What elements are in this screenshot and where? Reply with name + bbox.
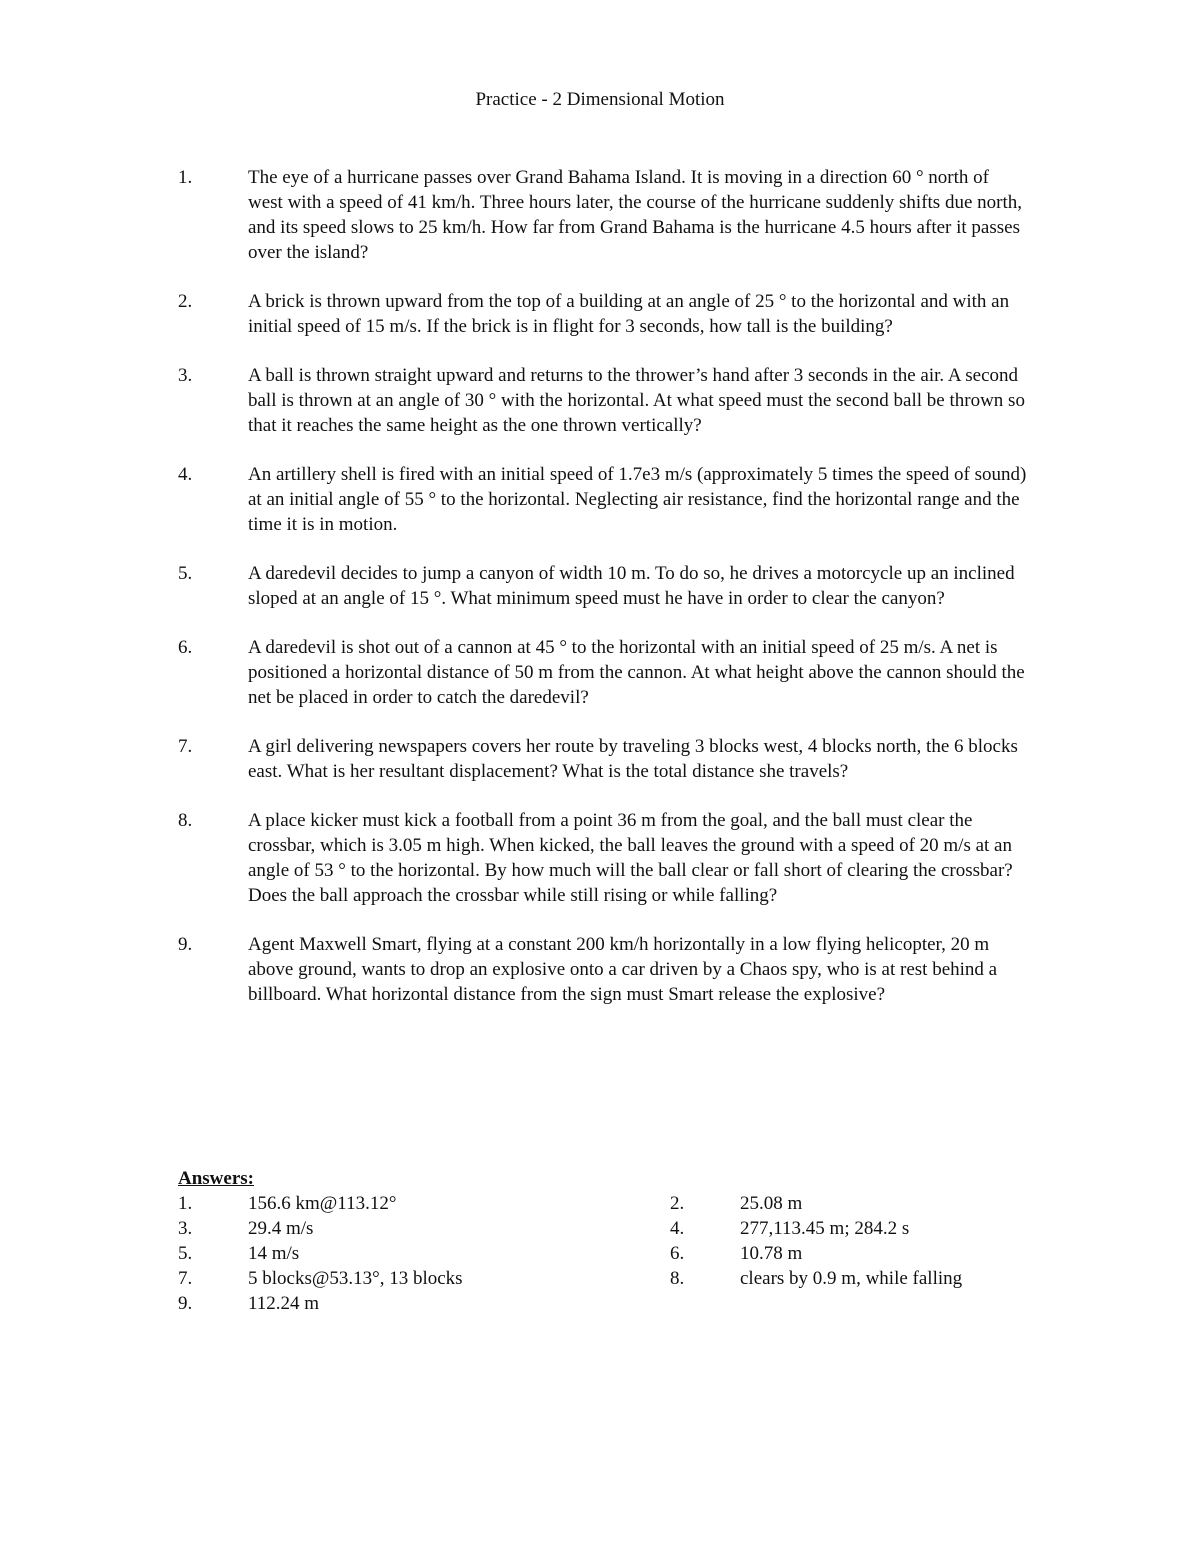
- answer-item: [670, 1191, 1028, 1216]
- answer-item: [178, 1266, 670, 1291]
- page-title: Practice - 2 Dimensional Motion: [475, 89, 725, 110]
- problem-number: 7.: [178, 736, 193, 757]
- answer-value: 10.78 m: [740, 1243, 803, 1264]
- answer-number: 3.: [178, 1218, 193, 1239]
- answer-item: [178, 1191, 670, 1216]
- problem-number: 2.: [178, 291, 193, 312]
- problem-number: 3.: [178, 365, 193, 386]
- problem-text: Agent Maxwell Smart, flying at a constant 200 km/h horizontally in a low flying helicopter, 20 m above ground, wants to drop an explosive onto a car driven by a Chaos spy, who is at rest behind a billboard. What horizontal distance from the sign must Smart release the explosive?: [248, 934, 998, 1005]
- problem-text: A ball is thrown straight upward and returns to the thrower’s hand after 3 seconds in the air. A second ball is thrown at an angle of 30 ° with the horizontal. At what speed must the second ball be thrown so that it reaches the same height as the one thrown vertically?: [248, 365, 1025, 436]
- problem-text: A place kicker must kick a football from a point 36 m from the goal, and the ball must clear the crossbar, which is 3.05 m high. When kicked, the ball leaves the ground with a speed of 20 m/s at an angle of 53 ° to the horizontal. By how much will the ball clear or fall short of clearing the crossbar? Does the ball approach the crossbar while still rising or while falling?: [248, 810, 1013, 906]
- answers-section: [178, 1166, 1028, 1316]
- answer-number: 9.: [178, 1293, 193, 1314]
- problem-text: A daredevil decides to jump a canyon of width 10 m. To do so, he drives a motorcycle up an inclined sloped at an angle of 15 °. What minimum speed must he have in order to clear the canyon?: [248, 563, 1015, 609]
- problem-text: A girl delivering newspapers covers her route by traveling 3 blocks west, 4 blocks north, the 6 blocks east. What is her resultant displacement? What is the total distance she travels?: [248, 736, 1018, 782]
- answer-number: 7.: [178, 1268, 193, 1289]
- problem-text: A brick is thrown upward from the top of a building at an angle of 25 ° to the horizontal and with an initial speed of 15 m/s. If the brick is in flight for 3 seconds, how tall is the building?: [248, 291, 1010, 337]
- problem-number: 8.: [178, 810, 193, 831]
- problem-text: The eye of a hurricane passes over Grand Bahama Island. It is moving in a direction 60 ° north of west with a speed of 41 km/h. Three hours later, the course of the hurricane suddenly shifts due north, and its speed slows to 25 km/h. How far from Grand Bahama is the hurricane 4.5 hours after it passes over the island?: [248, 167, 1022, 263]
- problem-number: 6.: [178, 637, 193, 658]
- answer-item: [178, 1291, 670, 1316]
- answer-number: 6.: [670, 1243, 685, 1264]
- problem-item: [178, 808, 1028, 908]
- problem-item: [178, 289, 1028, 339]
- answers-heading: Answers:: [178, 1168, 254, 1189]
- problem-item: [178, 165, 1028, 265]
- answer-item: [670, 1241, 1028, 1266]
- problem-number: 5.: [178, 563, 193, 584]
- problem-item: [178, 734, 1028, 784]
- answer-value: 25.08 m: [740, 1193, 803, 1214]
- problem-item: [178, 932, 1028, 1007]
- answer-value: clears by 0.9 m, while falling: [740, 1268, 963, 1289]
- problem-text: A daredevil is shot out of a cannon at 45 ° to the horizontal with an initial speed of 25 m/s. A net is positioned a horizontal distance of 50 m from the cannon. At what height above the cannon should the net be placed in order to catch the daredevil?: [248, 637, 1025, 708]
- answer-number: 5.: [178, 1243, 193, 1264]
- answer-item: [670, 1266, 1028, 1291]
- answer-number: 1.: [178, 1193, 193, 1214]
- problem-item: [178, 561, 1028, 611]
- answer-number: 2.: [670, 1193, 685, 1214]
- answer-number: 8.: [670, 1268, 685, 1289]
- answer-item: [670, 1216, 1028, 1241]
- problem-item: [178, 363, 1028, 438]
- problem-number: 1.: [178, 167, 193, 188]
- answer-value: 29.4 m/s: [248, 1218, 314, 1239]
- problem-item: [178, 635, 1028, 710]
- answer-value: 5 blocks@53.13°, 13 blocks: [248, 1268, 463, 1289]
- problem-text: An artillery shell is fired with an initial speed of 1.7e3 m/s (approximately 5 times the speed of sound) at an initial angle of 55 ° to the horizontal. Neglecting air resistance, find the horizontal range and the time it is in motion.: [248, 464, 1027, 535]
- problem-item: [178, 462, 1028, 537]
- problem-number: 9.: [178, 934, 193, 955]
- answer-value: 14 m/s: [248, 1243, 300, 1264]
- answer-value: 277,113.45 m; 284.2 s: [740, 1218, 910, 1239]
- problem-number: 4.: [178, 464, 193, 485]
- answer-item: [178, 1241, 670, 1266]
- answer-item: [178, 1216, 670, 1241]
- answers-grid: [178, 1191, 1028, 1316]
- answer-value: 112.24 m: [248, 1293, 320, 1314]
- answer-value: 156.6 km@113.12°: [248, 1193, 397, 1214]
- problem-list: [178, 165, 1028, 1031]
- answer-number: 4.: [670, 1218, 685, 1239]
